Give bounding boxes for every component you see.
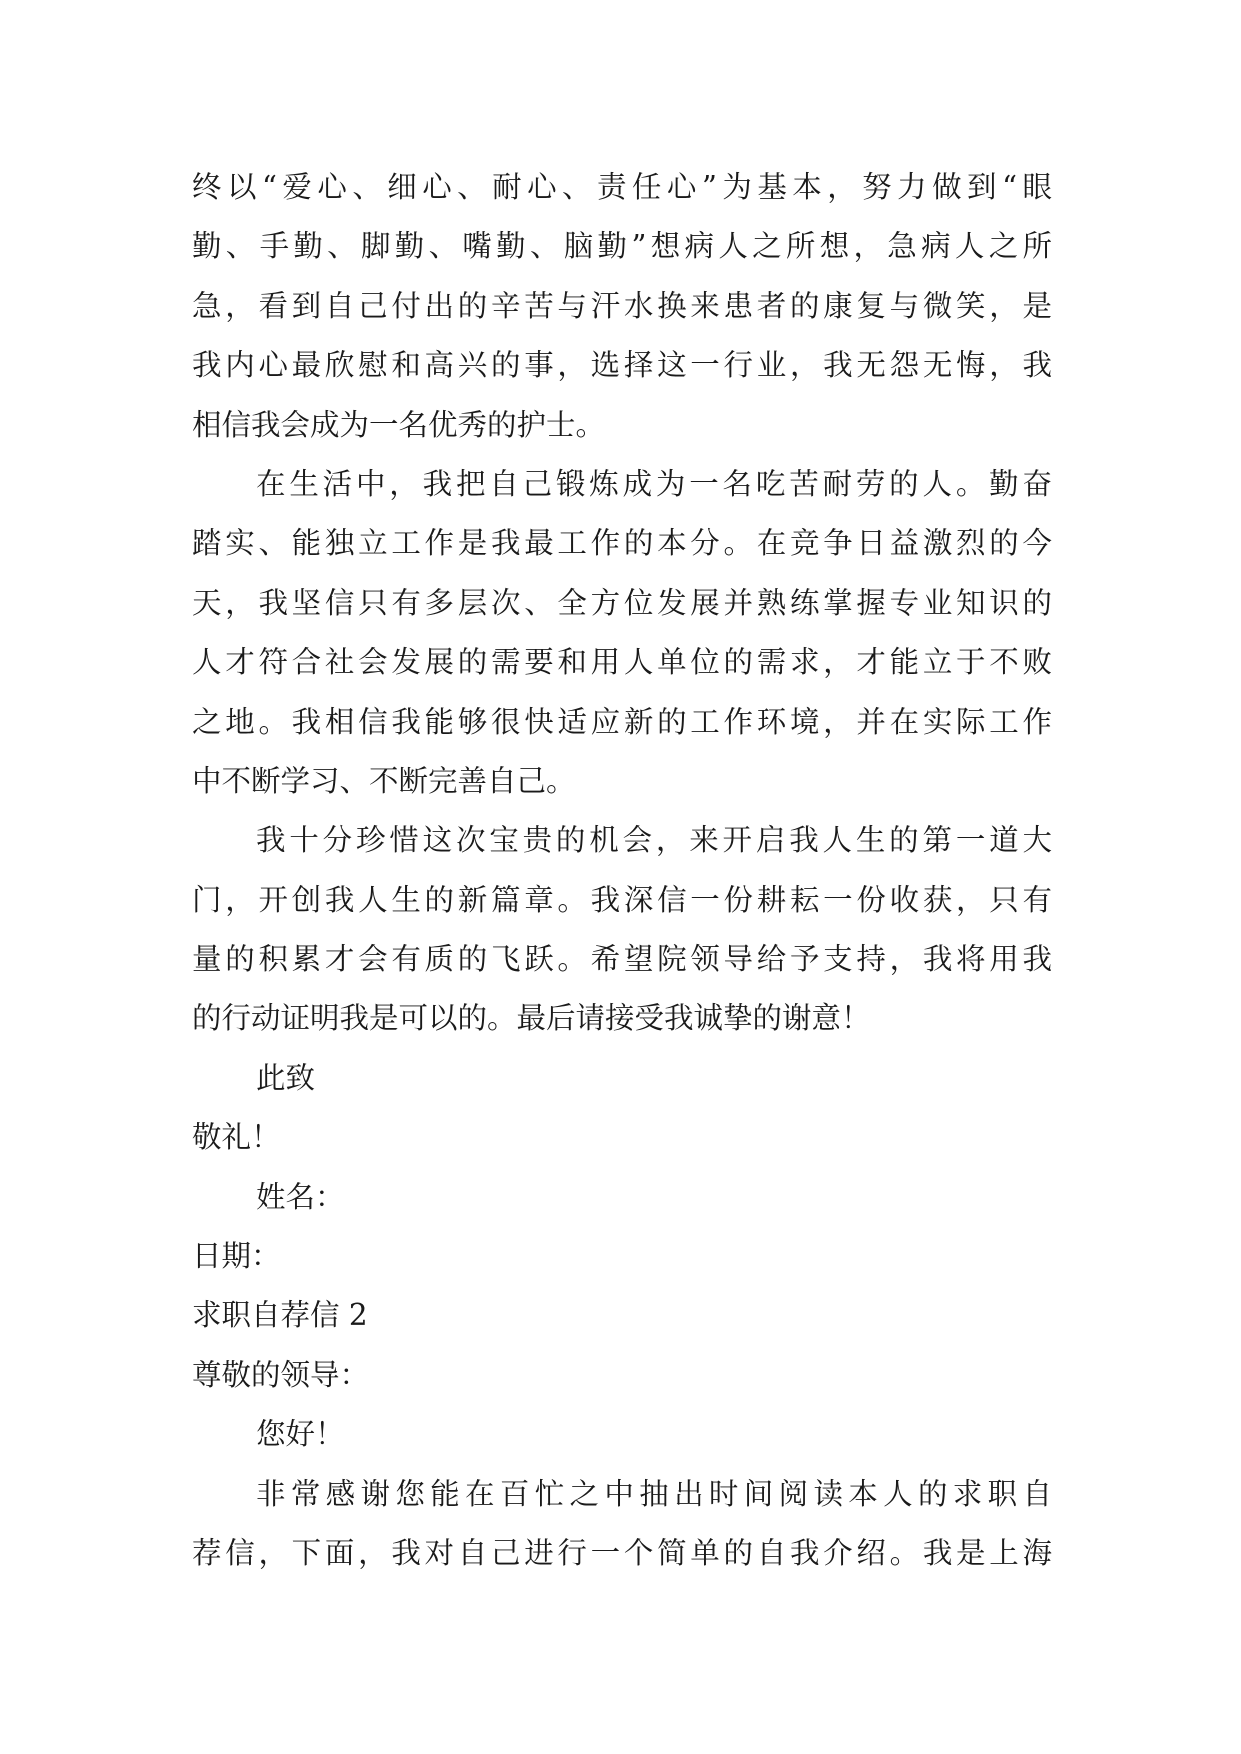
document-body [192, 158, 1052, 1583]
text-line: 门，开创我人生的新篇章。我深信一份耕耘一份收获，只有 [192, 882, 1052, 917]
text-line: 勤、手勤、脚勤、嘴勤、脑勤”想病人之所想，急病人之所 [192, 229, 1052, 264]
signature-name-label: 姓名： [256, 1179, 345, 1214]
paragraph-start: 在生活中，我把自己锻炼成为一名吃苦耐劳的人。勤奋 [256, 466, 1052, 501]
closing-salutation: 此致 [256, 1060, 316, 1095]
text-line: 荐信，下面，我对自己进行一个简单的自我介绍。我是上海 [192, 1535, 1052, 1570]
signature-date-label: 日期： [192, 1239, 281, 1274]
text-line: 人才符合社会发展的需要和用人单位的需求，才能立于不败 [192, 645, 1052, 680]
text-line: 踏实、能独立工作是我最工作的本分。在竞争日益激烈的今 [192, 526, 1052, 561]
text-line: 量的积累才会有质的飞跃。希望院领导给予支持，我将用我 [192, 942, 1052, 977]
section-title: 求职自荐信 2 [192, 1298, 368, 1333]
letter-greeting: 尊敬的领导： [192, 1357, 370, 1392]
text-line: 急，看到自己付出的辛苦与汗水换来患者的康复与微笑，是 [192, 288, 1052, 323]
paragraph-start: 我十分珍惜这次宝贵的机会，来开启我人生的第一道大 [256, 823, 1052, 858]
text-line: 天，我坚信只有多层次、全方位发展并熟练掌握专业知识的 [192, 585, 1052, 620]
text-line: 的行动证明我是可以的。最后请接受我诚挚的谢意！ [192, 1001, 871, 1036]
letter-hello: 您好！ [256, 1417, 345, 1452]
closing-regards: 敬礼！ [192, 1120, 281, 1155]
text-line: 相信我会成为一名优秀的护士。 [192, 407, 606, 442]
text-line: 终以“爱心、细心、耐心、责任心”为基本，努力做到“眼 [192, 170, 1052, 204]
text-line: 我内心最欣慰和高兴的事，选择这一行业，我无怨无悔，我 [192, 348, 1052, 383]
text-line: 之地。我相信我能够很快适应新的工作环境，并在实际工作 [192, 704, 1052, 739]
paragraph-start: 非常感谢您能在百忙之中抽出时间阅读本人的求职自 [256, 1476, 1052, 1511]
text-line: 中不断学习、不断完善自己。 [192, 763, 576, 798]
